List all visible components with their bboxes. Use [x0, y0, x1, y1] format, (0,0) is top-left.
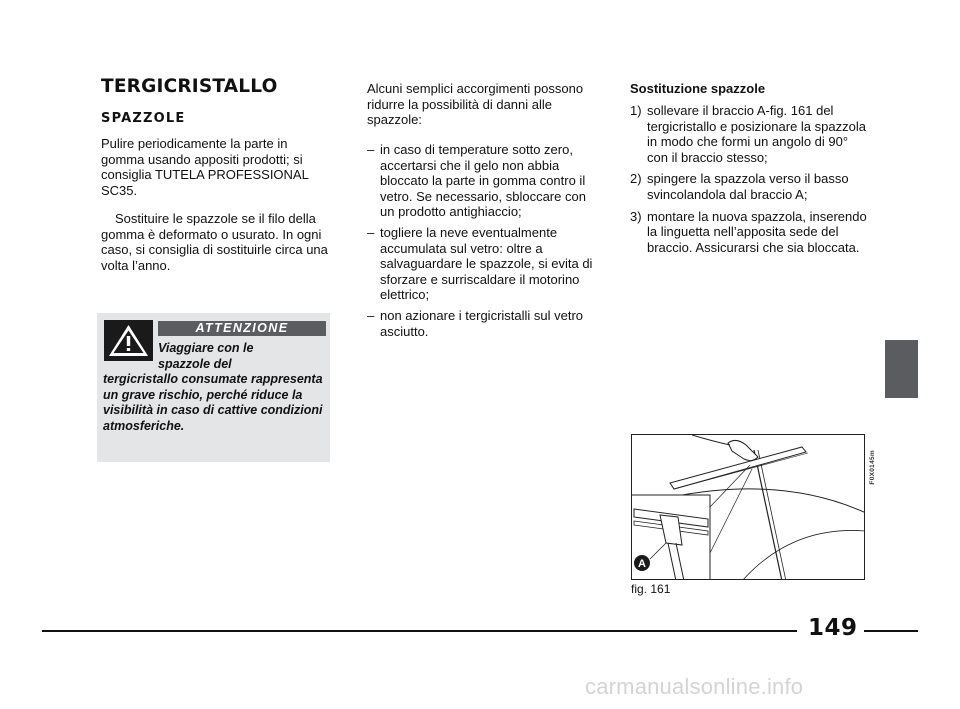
step-number: 3) — [630, 208, 642, 224]
list-item-text: non azionare i tergicristalli sul vetro asciutto. — [380, 307, 584, 339]
list-marker: – — [367, 224, 375, 240]
list-marker: – — [367, 142, 375, 157]
warning-text — [103, 341, 325, 435]
paragraph-replace: Sostituire le spazzole se il filo della gomma è deformato o usurato. In ogni caso, si consiglia di sostituirle circa una volta l’anno. — [101, 211, 328, 273]
procedure-steps — [630, 103, 870, 261]
wiper-illustration — [631, 434, 865, 580]
paragraph-tips-intro: Alcuni semplici accorgimenti possono ridurre la possibilità di danni alle spazzole: — [367, 81, 584, 128]
list-item — [367, 225, 602, 303]
step-text: spingere la spazzola verso il basso svincolandola dal braccio A; — [647, 171, 849, 202]
figure-code: F0X0145m — [869, 450, 876, 485]
step-number: 2) — [630, 171, 642, 187]
footer-rule-right — [864, 630, 918, 632]
list-item-text: togliere la neve eventualmente accumulata sul vetro: oltre a salvaguardare le spazzole, si evita di sforzare e surriscaldare il motorino elettrico; — [380, 224, 593, 303]
list-item — [630, 103, 870, 165]
subsection-heading: SPAZZOLE — [101, 111, 186, 126]
figure-caption: fig. 161 — [631, 582, 671, 596]
callout-label: A — [638, 558, 646, 570]
tips-list — [367, 142, 602, 344]
step-number: 1) — [630, 103, 642, 118]
warning-line-rest: tergicristallo consumate rappresenta un grave rischio, perché riduce la visibilità in caso di cattive condizioni atmosferiche. — [103, 372, 323, 433]
section-tab — [885, 340, 918, 398]
warning-line-1: Viaggiare con le — [158, 341, 254, 355]
step-text: montare la nuova spazzola, inserendo la linguetta nell’apposita sede del braccio. Assicurarsi che sia bloccata. — [647, 208, 867, 255]
warning-label: ATTENZIONE — [158, 321, 326, 336]
list-item — [367, 142, 602, 220]
watermark: carmanualsonline.info — [585, 674, 804, 699]
procedure-title: Sostituzione spazzole — [630, 81, 766, 96]
page-number: 149 — [808, 615, 858, 641]
list-item-text: in caso di temperature sotto zero, accertarsi che il gelo non abbia bloccato la parte in gomma contro il vetro. Se necessario, sbloccare con un prodotto antighiaccio; — [380, 142, 586, 220]
list-marker: – — [367, 307, 375, 323]
list-item — [630, 171, 870, 202]
wiper-drawing — [632, 435, 865, 580]
warning-line-2: spazzole del — [158, 356, 232, 371]
section-heading: TERGICRISTALLO — [101, 76, 278, 97]
list-item — [367, 308, 602, 339]
step-text: sollevare il braccio A-fig. 161 del tergicristallo e posizionare la spazzola in modo che formi un angolo di 90° con il braccio stesso; — [647, 103, 866, 165]
paragraph-cleaning: Pulire periodicamente la parte in gomma usando appositi prodotti; si consiglia TUTELA PROFESSIONAL SC35. — [101, 136, 309, 198]
footer-rule-left — [42, 630, 797, 632]
list-item — [630, 209, 870, 256]
